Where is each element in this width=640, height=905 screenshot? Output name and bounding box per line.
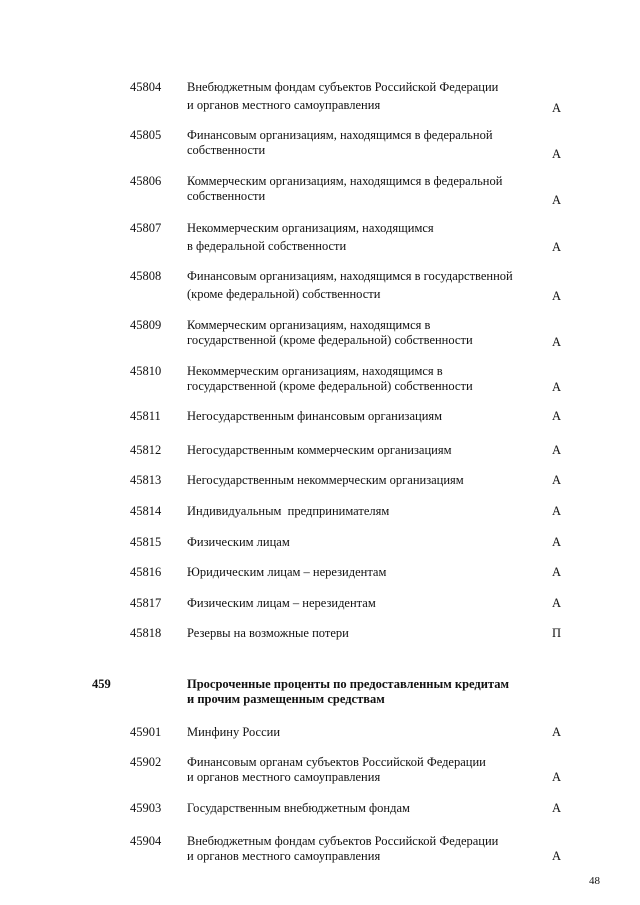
account-description: Физическим лицам – нерезидентам	[187, 596, 376, 610]
account-type: А	[552, 565, 562, 579]
account-code: 45804	[130, 80, 162, 94]
account-type: А	[552, 409, 562, 423]
account-code: 45810	[130, 364, 162, 378]
account-type: А	[552, 849, 562, 863]
account-type: А	[552, 770, 562, 784]
account-type: А	[552, 240, 562, 254]
account-code: 45809	[130, 318, 162, 332]
account-code: 45902	[130, 755, 162, 769]
account-description: Внебюджетным фондам субъектов Российской Федерации и органов местного самоуправления	[187, 80, 499, 112]
account-description: Финансовым организациям, находящимся в федеральной собственности	[187, 128, 493, 157]
account-code: 45816	[130, 565, 162, 579]
account-description: Негосударственным финансовым организациям	[187, 409, 443, 423]
account-code: 45904	[130, 834, 162, 848]
account-description: Минфину России	[187, 725, 281, 739]
account-description: Коммерческим организациям, находящимся в федеральной собственности	[187, 174, 503, 203]
section-title: Просроченные проценты по предоставленным кредитам и прочим размещенным средствам	[187, 677, 510, 706]
account-description: Индивидуальным предпринимателям	[187, 504, 390, 518]
account-code: 45815	[130, 535, 162, 549]
account-code: 45805	[130, 128, 162, 142]
page-number: 48	[589, 875, 600, 887]
account-type: А	[552, 725, 562, 739]
account-type: А	[552, 473, 562, 487]
account-code: 45807	[130, 221, 162, 235]
account-type: А	[552, 801, 562, 815]
account-type: А	[552, 335, 562, 349]
account-type: А	[552, 289, 562, 303]
account-description: Внебюджетным фондам субъектов Российской Федерации и органов местного самоуправления	[187, 834, 499, 863]
account-code: 45817	[130, 596, 162, 610]
account-code: 45811	[130, 409, 161, 423]
account-type: А	[552, 443, 562, 457]
account-description: Резервы на возможные потери	[187, 626, 349, 640]
account-type: А	[552, 535, 562, 549]
account-type: А	[552, 101, 562, 115]
account-description: Коммерческим организациям, находящимся в государственной (кроме федеральной) собственности	[187, 318, 473, 347]
account-description: Некоммерческим организациям, находящимся в федеральной собственности	[187, 221, 434, 253]
account-description: Государственным внебюджетным фондам	[187, 801, 410, 815]
account-description: Юридическим лицам – нерезидентам	[187, 565, 387, 579]
account-code: 45814	[130, 504, 162, 518]
account-code: 45808	[130, 269, 162, 283]
account-description: Некоммерческим организациям, находящимся в государственной (кроме федеральной) собственности	[187, 364, 473, 393]
account-code: 45812	[130, 443, 162, 457]
account-type: А	[552, 147, 562, 161]
account-description: Финансовым организациям, находящимся в государственной (кроме федеральной) собственности	[187, 269, 513, 301]
account-description: Финансовым органам субъектов Российской Федерации и органов местного самоуправления	[187, 755, 486, 784]
account-type: П	[552, 626, 562, 640]
account-type: А	[552, 596, 562, 610]
account-description: Физическим лицам	[187, 535, 290, 549]
account-description: Негосударственным некоммерческим организациям	[187, 473, 464, 487]
account-type: А	[552, 380, 562, 394]
section-code: 459	[92, 677, 111, 691]
account-type: А	[552, 504, 562, 518]
account-code: 45806	[130, 174, 162, 188]
account-code: 45813	[130, 473, 162, 487]
account-type: А	[552, 193, 562, 207]
account-code: 45818	[130, 626, 162, 640]
account-code: 45901	[130, 725, 162, 739]
account-description: Негосударственным коммерческим организациям	[187, 443, 452, 457]
account-code: 45903	[130, 801, 162, 815]
